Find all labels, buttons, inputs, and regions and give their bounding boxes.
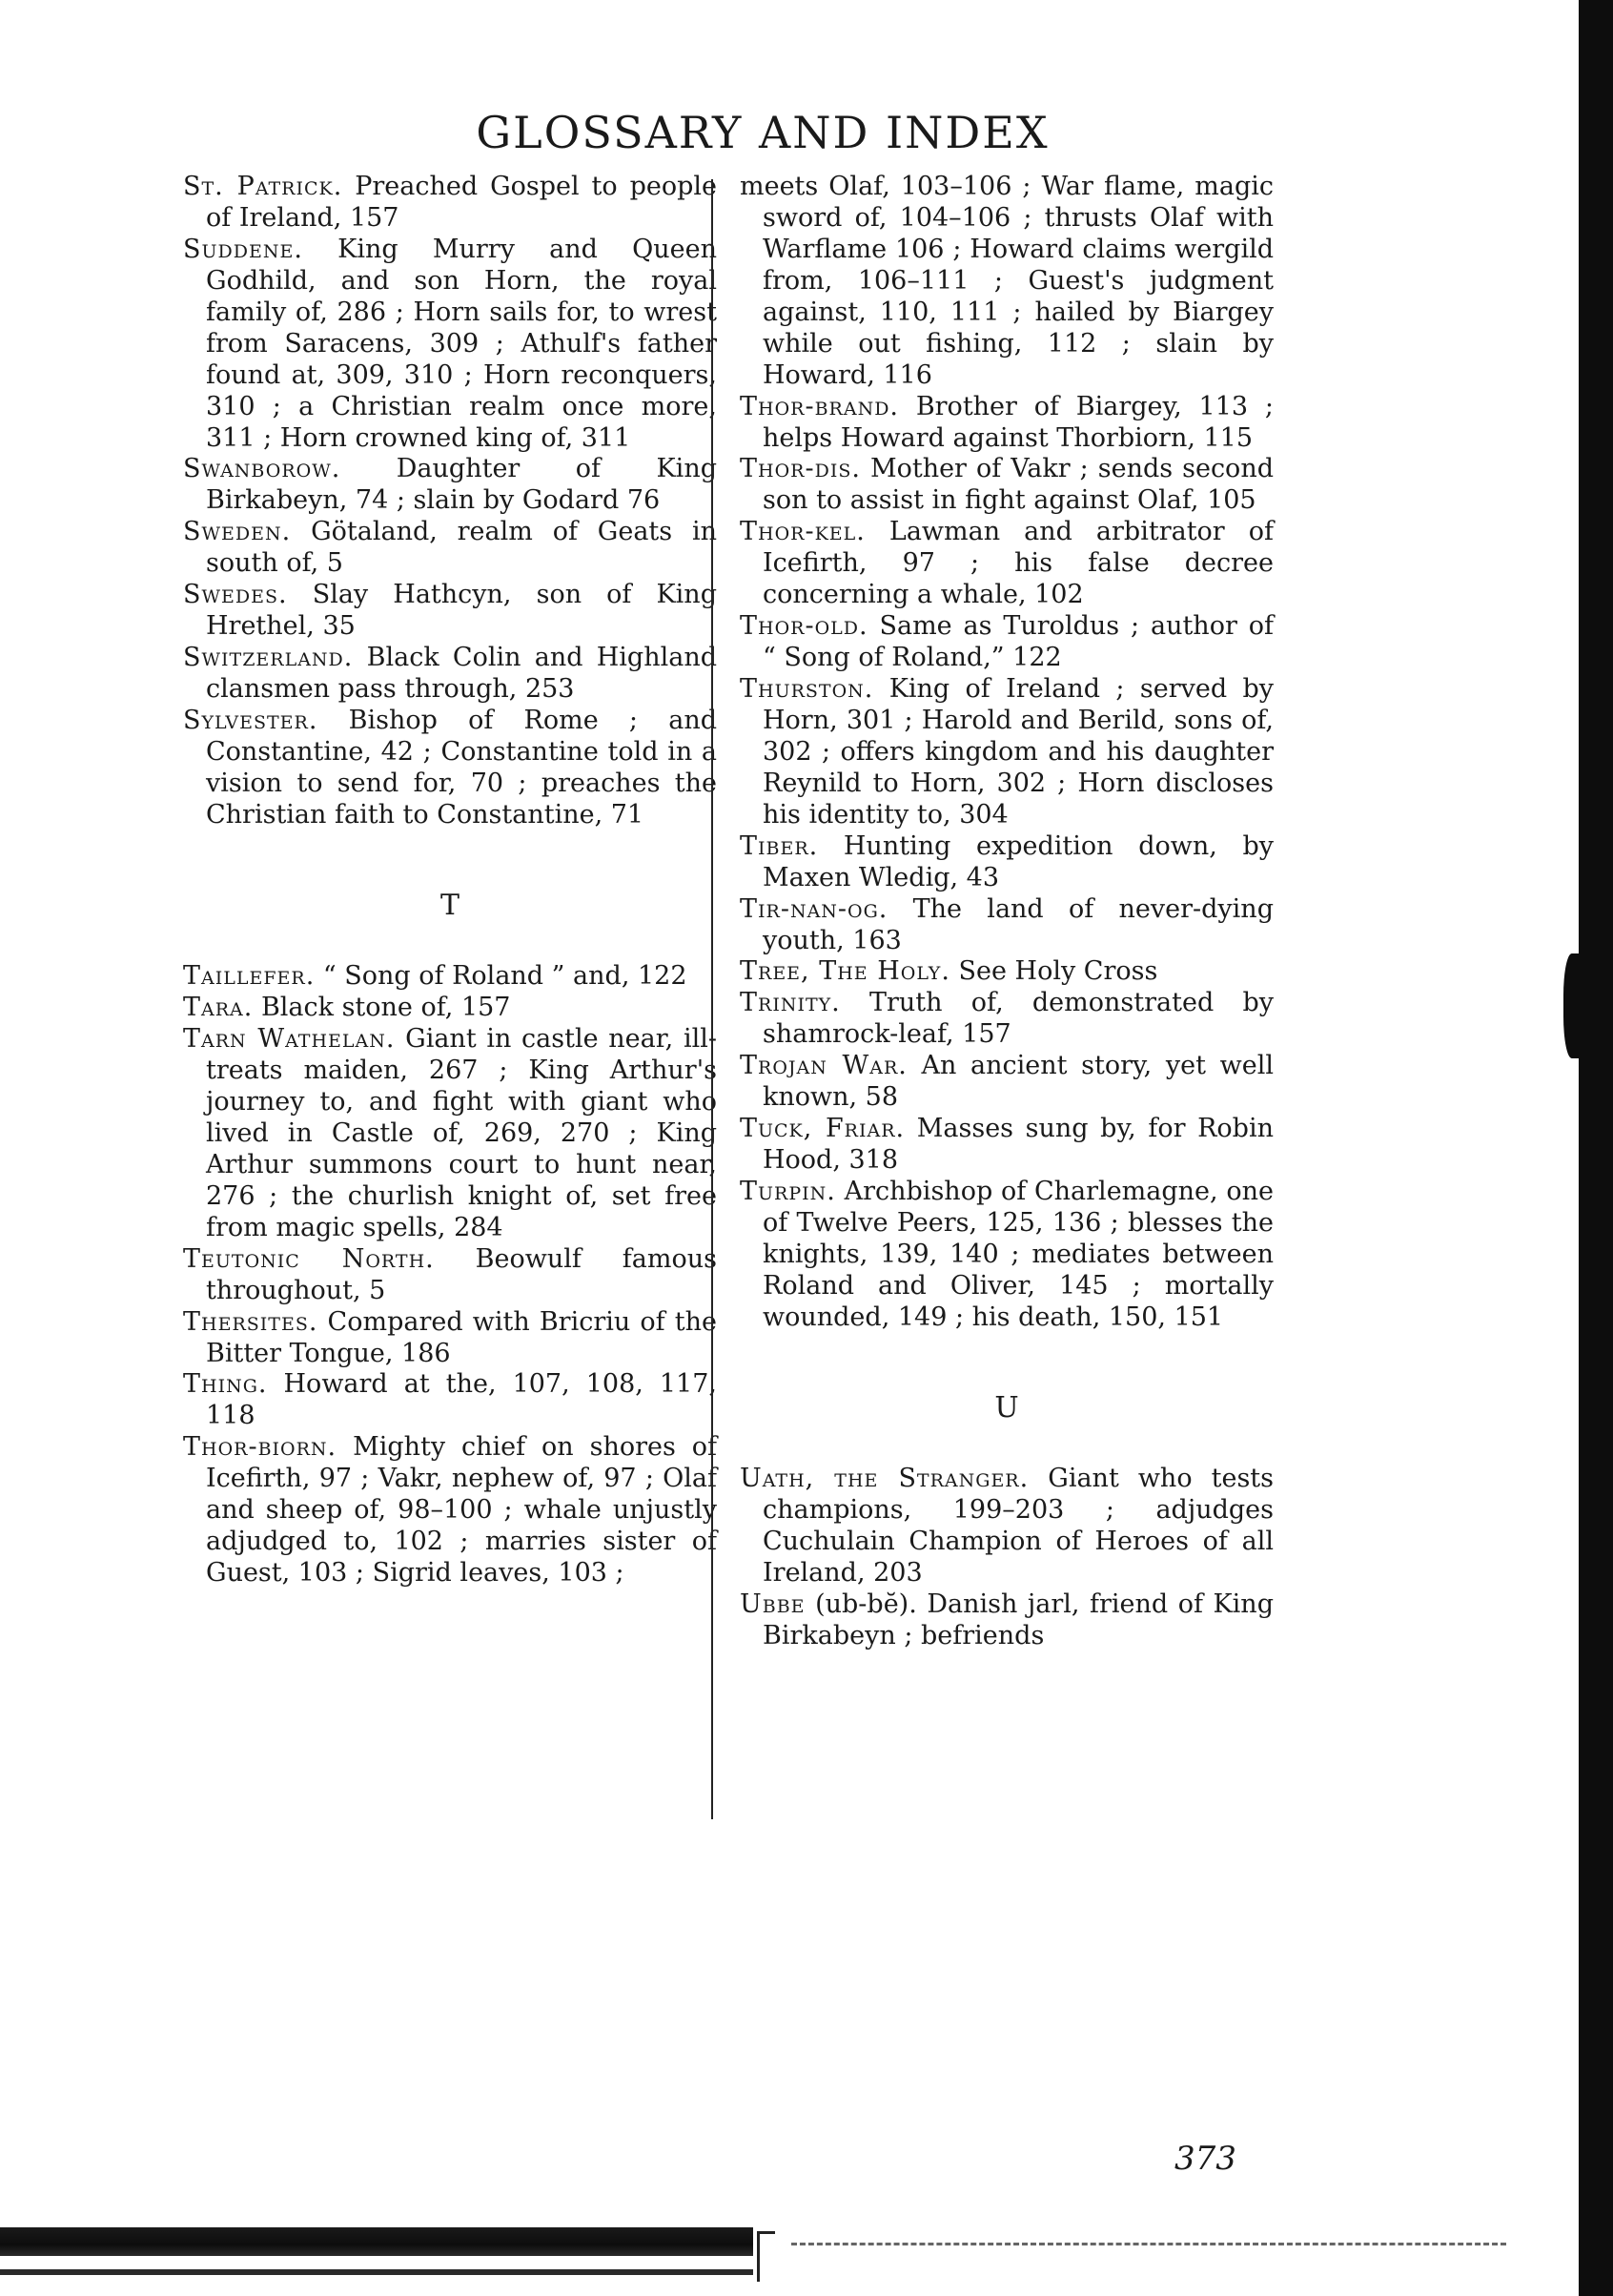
entry-text: Hunting expedition down, by Maxen Wledig, 43	[763, 830, 1274, 892]
index-entry	[183, 235, 717, 455]
page-number: 373	[1174, 2140, 1236, 2178]
left-column	[183, 172, 717, 1589]
entry-headword: Switzerland.	[183, 643, 354, 673]
index-entry	[183, 517, 717, 580]
entry-headword: Sylvester.	[183, 705, 318, 735]
index-entry	[183, 993, 717, 1024]
entry-text: Brother of Biargey, 113 ; helps Howard against Thorbiorn, 115	[763, 391, 1274, 453]
index-entry	[740, 1177, 1274, 1334]
entry-headword: Thor-dis.	[740, 454, 861, 484]
entry-headword: Thing.	[183, 1369, 268, 1400]
entry-text: King of Ireland ; served by Horn, 301 ; Harold and Berild, sons of, 302 ; offers kingdom and his daughter Reynild to Horn, 302 ; Horn discloses his identity to, 304	[763, 674, 1274, 830]
entry-text: Archbishop of Charlemagne, one of Twelve Peers, 125, 136 ; blesses the knights, 139, 140 ; mediates between Roland and Oliver, 145 ; mortally wounded, 149 ; his death, 150, 151	[763, 1177, 1274, 1332]
index-entry	[740, 1589, 1274, 1652]
entry-headword: Thor-old.	[740, 611, 868, 642]
left-entries-before	[183, 172, 717, 831]
index-entry	[183, 1432, 717, 1589]
index-entry	[740, 172, 1274, 392]
entry-text: Masses sung by, for Robin Hood, 318	[763, 1114, 1274, 1176]
index-entry	[740, 894, 1274, 957]
index-entry	[183, 1369, 717, 1432]
entry-text: An ancient story, yet well known, 58	[763, 1051, 1274, 1113]
index-entry	[183, 580, 717, 643]
index-entry	[740, 1464, 1274, 1589]
entry-headword: Teutonic North.	[183, 1243, 435, 1274]
index-entry	[740, 611, 1274, 674]
entry-text: The land of never-dying youth, 163	[763, 893, 1274, 955]
entry-text: Bishop of Rome ; and Constantine, 42 ; Constantine told in a vision to send for, 70 ; preaches the Christian faith to Constantine, 71	[206, 705, 717, 830]
entry-text: Howard at the, 107, 108, 117, 118	[206, 1369, 717, 1431]
entry-text: Preached Gospel to people of Ireland, 157	[206, 172, 717, 233]
entry-text: meets Olaf, 103–106 ; War flame, magic sword of, 104–106 ; thrusts Olaf with Warflame 106 ; Howard claims wergild from, 106–111 ; Guest's judgment against, 110, 111 ; hailed by Biargey while out fishing, 112 ; slain by Howard, 116	[740, 172, 1274, 390]
entry-headword: St. Patrick.	[183, 172, 343, 201]
entry-headword: Thersites.	[183, 1306, 318, 1337]
section-letter-u: U	[994, 1390, 1019, 1425]
entry-headword: Thor-biorn.	[183, 1432, 337, 1463]
entry-headword: Tree, The Holy.	[740, 956, 950, 987]
index-entry	[183, 172, 717, 235]
entry-headword: Tarn Wathelan.	[183, 1024, 396, 1055]
column-divider	[711, 179, 713, 1819]
entry-headword: Suddene.	[183, 234, 303, 264]
entry-text: Mighty chief on shores of Icefirth, 97 ; Vakr, nephew of, 97 ; Olaf and sheep of, 98–100 ; whale unjustly adjudged to, 102 ; marries sister of Guest, 103 ; Sigrid leaves, 103 ;	[206, 1432, 717, 1589]
entry-headword: Tir-nan-og.	[740, 893, 888, 924]
right-entries-before	[740, 172, 1274, 1334]
left-entries-after	[183, 961, 717, 1589]
entry-headword: Uath, the Stranger.	[740, 1464, 1030, 1494]
scan-bottom-line	[0, 2269, 753, 2275]
index-entry	[183, 706, 717, 831]
entry-headword: Trojan War.	[740, 1051, 908, 1081]
index-entry	[183, 1024, 717, 1244]
scan-bottom-mark	[757, 2231, 775, 2282]
entry-headword: Tuck, Friar.	[740, 1114, 906, 1144]
entry-headword: Thor-brand.	[740, 391, 900, 421]
section-letter-t: T	[439, 888, 459, 922]
index-entry	[740, 674, 1274, 831]
entry-text: Truth of, demonstrated by shamrock-leaf, 157	[763, 988, 1274, 1050]
entry-text: Compared with Bricriu of the Bitter Tongue, 186	[206, 1306, 717, 1368]
entry-headword: Turpin.	[740, 1177, 836, 1206]
index-entry	[740, 988, 1274, 1051]
entry-headword: Taillefer.	[183, 961, 316, 992]
right-column	[740, 172, 1274, 1652]
entry-text: Giant who tests champions, 199–203 ; adjudges Cuchulain Champion of Heroes of all Ireland, 203	[763, 1464, 1275, 1589]
scan-edge-notch	[1563, 953, 1584, 1058]
index-entry	[183, 454, 717, 517]
entry-text: Daughter of King Birkabeyn, 74 ; slain by Godard 76	[206, 454, 717, 516]
entry-text: Lawman and arbitrator of Icefirth, 97 ; his false decree concerning a whale, 102	[763, 517, 1274, 610]
scan-bottom-shadow	[0, 2227, 753, 2256]
entry-headword: Swanborow.	[183, 454, 341, 484]
index-entry	[740, 956, 1274, 988]
entry-text: Same as Turoldus ; author of “ Song of Roland,” 122	[763, 611, 1274, 673]
entry-text: Giant in castle near, ill-treats maiden, 267 ; King Arthur's journey to, and fight with giant who lived in Castle of, 269, 270 ; King Arthur summons court to hunt near, 276 ; the churlish knight of, set free from magic spells, 284	[206, 1024, 717, 1242]
index-entry	[740, 454, 1274, 517]
index-entry	[740, 831, 1274, 894]
entry-text: Beowulf famous throughout, 5	[206, 1243, 717, 1305]
scan-bottom-dashes	[791, 2243, 1506, 2245]
entry-text: (ub-bĕ). Danish jarl, friend of King Birkabeyn ; befriends	[763, 1589, 1274, 1650]
index-entry	[183, 643, 717, 706]
entry-headword: Thurston.	[740, 674, 874, 704]
entry-text: Black Colin and Highland clansmen pass through, 253	[206, 643, 717, 704]
scan-edge-shadow	[1579, 0, 1613, 2296]
index-entry	[183, 1244, 717, 1307]
entry-headword: Thor-kel.	[740, 517, 866, 547]
index-entry	[740, 1114, 1274, 1177]
entry-text: Mother of Vakr ; sends second son to assist in fight against Olaf, 105	[763, 454, 1274, 516]
index-entry	[740, 392, 1274, 455]
entry-headword: Tara.	[183, 993, 254, 1023]
entry-headword: Sweden.	[183, 517, 292, 547]
entry-headword: Tiber.	[740, 830, 819, 861]
entry-text: Götaland, realm of Geats in south of, 5	[206, 517, 717, 579]
entry-text: See Holy Cross	[958, 956, 1158, 987]
entry-text: Slay Hathcyn, son of King Hrethel, 35	[206, 580, 717, 642]
entry-text: King Murry and Queen Godhild, and son Horn, the royal family of, 286 ; Horn sails for, to wrest from Saracens, 309 ; Athulf's father found at, 309, 310 ; Horn reconquers, 310 ; a Christian realm once more, 311 ; Horn crowned king of, 311	[206, 234, 717, 453]
entry-text: “ Song of Roland ” and, 122	[322, 961, 687, 992]
index-entry	[183, 961, 717, 993]
entry-text: Black stone of, 157	[260, 993, 511, 1023]
index-entry	[183, 1307, 717, 1370]
entry-headword: Ubbe	[740, 1589, 806, 1620]
right-entries-after	[740, 1464, 1274, 1652]
entry-headword: Swedes.	[183, 580, 288, 610]
index-entry	[740, 1051, 1274, 1114]
entry-headword: Trinity.	[740, 988, 841, 1018]
index-entry	[740, 517, 1274, 611]
page-title: GLOSSARY AND INDEX	[476, 107, 1050, 158]
